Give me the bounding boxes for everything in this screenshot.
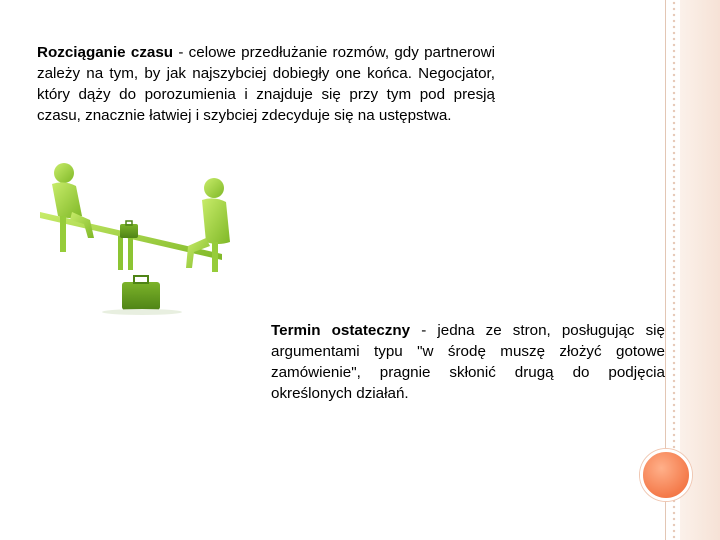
term-time-stretching: Rozciąganie czasu xyxy=(37,44,174,61)
seesaw-figures-icon xyxy=(22,150,272,320)
definition-time-stretching: celowe przedłużanie rozmów, gdy partnerowi zależy na tym, by jak najszybciej dobiegły one końca. Negocjator, który dąży do porozumienia i znajduje się przy tym pod presją czasu, znacznie łatwiej i szybciej zdecyduje się na ustępstwa. xyxy=(37,44,495,124)
definition-final-deadline: jedna ze stron, posługując się argumentami typu "w środę muszę złożyć gotowe zamówienie", pragnie skłonić drugą do podjęcia określonych działań. xyxy=(271,322,665,402)
accent-circle-icon xyxy=(640,449,692,501)
paragraph-final-deadline xyxy=(271,320,665,404)
term-final-deadline: Termin ostateczny xyxy=(271,322,411,339)
separator: - xyxy=(173,44,189,61)
seesaw-illustration xyxy=(22,150,272,320)
separator: - xyxy=(410,322,438,339)
paragraph-time-stretching xyxy=(37,42,495,126)
